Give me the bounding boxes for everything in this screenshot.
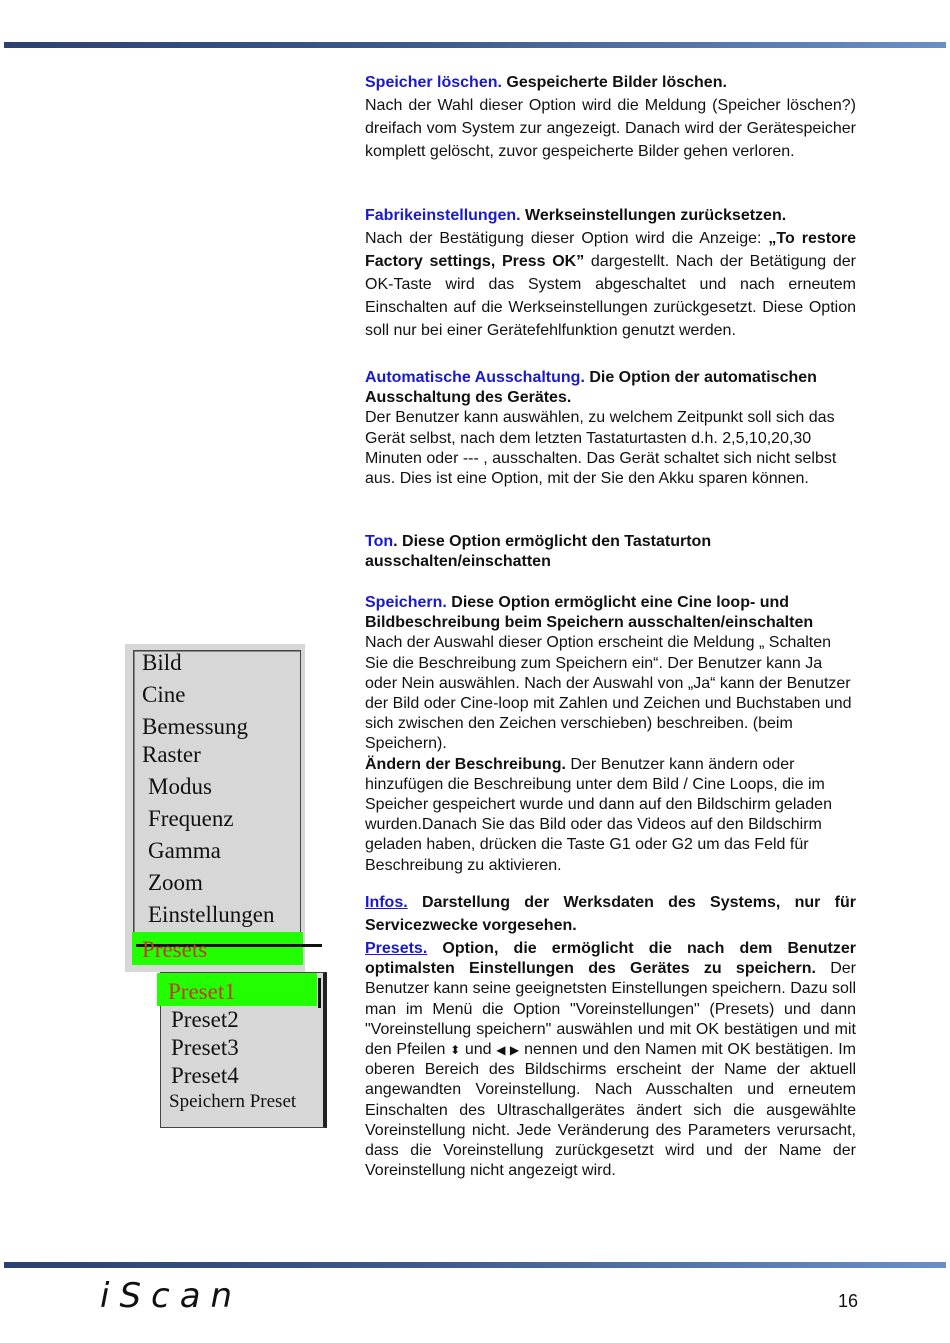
menu-item-gamma[interactable]: Gamma xyxy=(148,838,221,863)
submenu-item-preset1[interactable]: Preset1 xyxy=(168,979,236,1004)
menu-item-cine[interactable]: Cine xyxy=(142,682,186,707)
section-fabrik xyxy=(365,204,856,342)
text-auto: Der Benutzer kann auswählen, zu welchem Zeitpunkt soll sich das Gerät selbst, nach dem letzten Tastaturtasten d.h. 2,5,10,20,30 Minuten oder --- , ausschalten. Das Gerät schaltet sich nicht selbst aus. Dies ist eine Option, mit der Sie den Akku sparen können. xyxy=(365,409,837,488)
text-fabrik-a: Nach der Bestätigung dieser Option wird die Anzeige: xyxy=(365,230,769,247)
subheading-speichern: Diese Option ermöglicht eine Cine loop- und Bildbeschreibung beim Speichern ausschalten/einschalten xyxy=(365,594,814,632)
submenu-item-preset2[interactable]: Preset2 xyxy=(171,1007,239,1032)
menu-item-presets[interactable]: Presets xyxy=(142,937,208,962)
menu-item-bild[interactable]: Bild xyxy=(142,650,182,675)
heading-speicher-loeschen: Speicher löschen. xyxy=(365,74,502,91)
text-presets-a: Der Benutzer kann seine geeignetsten Einstellungen speichern. Dazu soll man im Menü die Option "Voreinstellungen" (Presets) und dann "Voreinstellung speichern" auswählen und mit OK bestätigen und mit den Pfeilen xyxy=(365,960,856,1059)
link-infos[interactable]: Infos. xyxy=(365,894,408,911)
heading-ton: Ton xyxy=(365,533,394,550)
section-speicher-loeschen xyxy=(365,71,856,163)
heading-fabrik: Fabrikeinstellungen. xyxy=(365,207,521,224)
heading-auto: Automatische Ausschaltung. xyxy=(365,369,585,386)
iscan-logo: iScan xyxy=(100,1276,243,1316)
page-number: 16 xyxy=(838,1291,859,1311)
submenu-highlight-line xyxy=(318,978,321,1008)
text-speicher-loeschen: Nach der Wahl dieser Option wird die Meldung (Speicher löschen?) dreifach vom System zur angezeigt. Danach wird der Gerätespeicher komplett gelöscht, zuvor gespeicherte Bilder gehen verloren. xyxy=(365,97,856,160)
text-presets-and: und xyxy=(460,1041,497,1059)
heading-speichern: Speichern. xyxy=(365,594,447,611)
submenu-item-speichern-preset[interactable]: Speichern Preset xyxy=(169,1091,297,1112)
subheading-presets: Option, die ermöglicht die nach dem Benutzer optimalsten Einstellungen des Gerätes zu speichern. xyxy=(365,940,856,978)
top-rule xyxy=(4,42,946,48)
section-ton xyxy=(365,532,856,572)
text-presets-b: nennen und den Namen mit OK bestätigen. Im oberen Bereich des Bildschirms erscheint der Name der aktuell angewandten Voreinstellung. Nach Ausschalten und erneutem Einschalten des Ultraschallgerätes ändert sich die ausgewählte Voreinstellung nicht. Jede Veränderung des Parameters verursacht, dass die Voreinstellung zurückgesetzt wird und der Name der Voreinstellung nicht angezeigt wird. xyxy=(365,1041,856,1180)
menu-item-modus[interactable]: Modus xyxy=(148,774,212,799)
section-auto xyxy=(365,368,856,489)
bottom-rule xyxy=(4,1262,946,1268)
leftright-arrow-icon: ◀ ▶ xyxy=(496,1043,520,1058)
menu-item-raster[interactable]: Raster xyxy=(142,742,201,767)
menu-item-einstellungen[interactable]: Einstellungen xyxy=(148,902,275,927)
heading-aendern: Ändern der Beschreibung. xyxy=(365,755,566,773)
subheading-ton: . Diese Option ermöglicht den Tastaturton ausschalten/einschatten xyxy=(365,533,712,571)
link-presets[interactable]: Presets. xyxy=(365,940,428,957)
subheading-fabrik: Werkseinstellungen zurücksetzen. xyxy=(520,207,787,224)
section-presets xyxy=(365,939,856,1181)
text-fabrik-c: dargestellt. Nach der Betätigung der OK-Taste wird das System abgeschaltet und nach erneutem Einschalten auf die Werkseinstellungen zurückgesetzt. Diese Option soll nur bei einer Gerätefehlfunktion genutzt werden. xyxy=(365,253,856,339)
menu-item-bemessung[interactable]: Bemessung xyxy=(142,714,249,739)
text-aendern: Der Benutzer kann ändern oder hinzufügen die Beschreibung unter dem Bild / Cine Loops, die im Speicher gespeichert wurde und dann auf den Bildschirm geladen wurden.Danach Sie das Bild oder das Videos auf den Bildschirm geladen haben, drücken die Taste G1 oder G2 um das Feld für Beschreibung zu aktivieren. xyxy=(365,755,832,874)
submenu-item-preset3[interactable]: Preset3 xyxy=(171,1035,239,1060)
section-speichern xyxy=(365,593,856,876)
section-infos xyxy=(365,891,856,937)
text-speichern: Nach der Auswahl dieser Option erscheint die Meldung „ Schalten Sie die Beschreibung zum Speichern ein“. Der Benutzer kann Ja oder Nein auswählen. Nach der Auswahl von „Ja“ kann der Benutzer der Bild oder Cine-loop mit Zahlen und Zeichen und Buchstaben und sich zwischen den Zeichen verschieben) beschreiben. (beim Speichern). xyxy=(365,634,852,753)
subheading-infos: Darstellung der Werksdaten des Systems, nur für Servicezwecke vorgesehen. xyxy=(365,894,856,934)
subheading-auto: Die Option der automatischen Ausschaltung des Gerätes. xyxy=(365,369,817,407)
updown-arrow-icon: ⬍ xyxy=(450,1043,461,1058)
text-fabrik-quote: „To restore Factory settings, Press OK” xyxy=(365,230,856,270)
submenu-item-preset4[interactable]: Preset4 xyxy=(171,1063,239,1088)
menu-item-zoom[interactable]: Zoom xyxy=(148,870,203,895)
subheading-speicher-loeschen: Gespeicherte Bilder löschen. xyxy=(501,74,727,91)
menu-item-frequenz[interactable]: Frequenz xyxy=(148,806,234,831)
